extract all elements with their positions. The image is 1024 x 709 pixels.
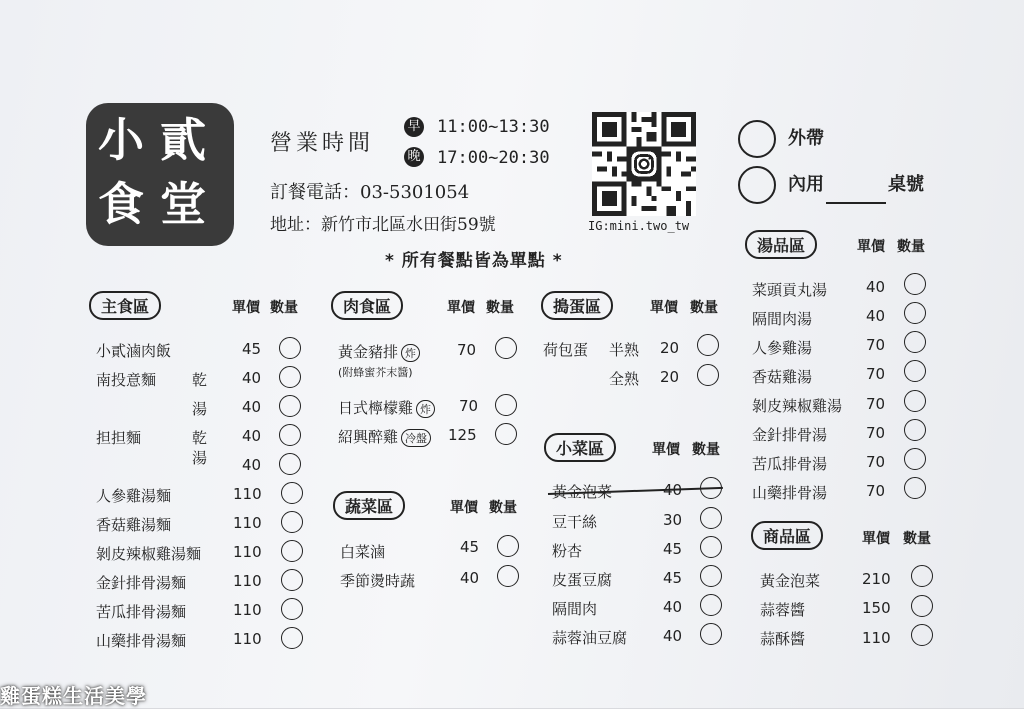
price-header: 單價 (450, 500, 478, 516)
instagram-handle: IG:mini.two_tw (588, 219, 690, 233)
egg-section-title: 搗蛋區 (541, 291, 613, 320)
item-name-text: 紹興醉雞 (338, 428, 399, 446)
qty-header: 數量 (692, 442, 720, 458)
qty-header: 數量 (489, 500, 517, 516)
item-name (338, 426, 431, 447)
item-price: 110 (233, 572, 262, 590)
qty-circle[interactable] (281, 598, 303, 620)
price-header: 單價 (862, 531, 890, 547)
item-price: 210 (862, 570, 891, 588)
takeout-label: 外帶 (788, 128, 824, 149)
qty-header: 數量 (897, 239, 925, 255)
item-name: 蒜蓉油豆腐 (552, 629, 628, 647)
logo-char: 貳 (160, 113, 206, 167)
item-name: 季節燙時蔬 (340, 572, 416, 590)
single-order-notice: * 所有餐點皆為單點 * (385, 251, 563, 271)
item-name: 担担麵 (96, 429, 142, 447)
item-price: 70 (459, 397, 479, 415)
item-name: 苦瓜排骨湯麵 (96, 603, 187, 621)
qty-header: 數量 (486, 300, 514, 316)
qty-circle[interactable] (904, 302, 926, 324)
meat-section-title: 肉食區 (331, 291, 403, 320)
item-name: 豆干絲 (552, 513, 598, 531)
item-name (338, 341, 420, 362)
qty-circle[interactable] (281, 540, 303, 562)
qty-circle[interactable] (911, 595, 933, 617)
item-price: 45 (460, 538, 480, 556)
qty-circle[interactable] (495, 394, 517, 416)
item-price: 70 (866, 482, 886, 500)
item-price: 40 (242, 398, 262, 416)
qty-circle[interactable] (279, 395, 301, 417)
item-price: 110 (233, 485, 262, 503)
hours-title: 營業時間 (270, 131, 375, 156)
item-name: 香菇雞湯麵 (96, 516, 172, 534)
phone-number: 訂餐電話：03-5301054 (270, 182, 470, 203)
item-price: 45 (242, 340, 262, 358)
item-price: 40 (866, 278, 886, 296)
item-name: 菜頭貢丸湯 (752, 281, 828, 299)
qty-circle[interactable] (279, 366, 301, 388)
takeout-checkbox[interactable] (738, 120, 776, 158)
item-price: 110 (233, 543, 262, 561)
item-name (338, 397, 435, 418)
item-price: 150 (862, 599, 891, 617)
table-label: 桌號 (888, 174, 924, 195)
qty-circle[interactable] (279, 453, 301, 475)
item-name: 金針排骨湯麵 (96, 574, 187, 592)
qty-circle[interactable] (281, 511, 303, 533)
item-variant: 全熟 (609, 370, 640, 388)
item-name: 小貳滷肉飯 (96, 342, 172, 360)
item-price: 70 (457, 341, 477, 359)
goods-section-title: 商品區 (751, 521, 823, 550)
item-price: 70 (866, 336, 886, 354)
item-name: 剝皮辣椒雞湯 (752, 397, 843, 415)
item-name: 粉杏 (552, 542, 583, 560)
item-name-text: 日式檸檬雞 (338, 399, 414, 417)
table-number-blank[interactable] (826, 186, 886, 204)
qty-circle[interactable] (700, 536, 722, 558)
fried-tag: 炸 (401, 344, 420, 362)
item-price: 70 (866, 395, 886, 413)
item-price: 110 (233, 630, 262, 648)
fried-tag: 炸 (416, 400, 435, 418)
morning-badge: 早 (404, 117, 424, 137)
item-name: 隔間肉湯 (752, 310, 813, 328)
evening-hours: 17:00~20:30 (437, 148, 550, 168)
item-variant: 湯 (192, 400, 208, 418)
item-price: 40 (242, 427, 262, 445)
evening-badge: 晚 (404, 147, 424, 167)
morning-hours: 11:00~13:30 (437, 117, 550, 137)
qty-header: 數量 (690, 300, 718, 316)
item-name: 苦瓜排骨湯 (752, 455, 828, 473)
qty-circle[interactable] (697, 334, 719, 356)
item-name: 蒜酥醬 (760, 630, 806, 648)
qty-circle[interactable] (495, 337, 517, 359)
qty-circle[interactable] (911, 565, 933, 587)
staple-section-title: 主食區 (89, 291, 161, 320)
item-name: 人參雞湯 (752, 339, 813, 357)
price-header: 單價 (447, 300, 475, 316)
item-price: 40 (663, 598, 683, 616)
item-price: 40 (242, 369, 262, 387)
qty-circle[interactable] (700, 565, 722, 587)
soup-section-title: 湯品區 (745, 230, 817, 259)
qty-circle[interactable] (497, 565, 519, 587)
qty-circle[interactable] (904, 273, 926, 295)
price-header: 單價 (857, 239, 885, 255)
item-note: (附蜂蜜芥末醬) (338, 366, 413, 379)
item-name: 隔間肉 (552, 600, 598, 618)
qty-circle[interactable] (281, 627, 303, 649)
item-name: 黃金泡菜 (760, 572, 821, 590)
item-price: 40 (460, 569, 480, 587)
item-name: 山藥排骨湯 (752, 484, 828, 502)
item-name: 金針排骨湯 (752, 426, 828, 444)
item-name: 山藥排骨湯麵 (96, 632, 187, 650)
qty-circle[interactable] (281, 482, 303, 504)
qty-header: 數量 (270, 300, 298, 316)
item-price: 45 (663, 540, 683, 558)
veg-section-title: 蔬菜區 (333, 491, 405, 520)
dine-in-checkbox[interactable] (738, 166, 776, 204)
item-price: 70 (866, 453, 886, 471)
takeout-option[interactable] (738, 120, 824, 158)
item-name: 人參雞湯麵 (96, 487, 172, 505)
item-name-text: 黃金豬排 (338, 343, 399, 361)
logo-char: 小 (98, 113, 144, 167)
item-variant: 乾 (192, 429, 208, 447)
item-price: 20 (660, 339, 680, 357)
item-name: 蒜蓉醬 (760, 601, 806, 619)
item-name: 香菇雞湯 (752, 368, 813, 386)
item-price: 125 (448, 426, 477, 444)
qty-circle[interactable] (700, 507, 722, 529)
item-price: 70 (866, 424, 886, 442)
qty-circle[interactable] (904, 331, 926, 353)
qty-circle[interactable] (904, 390, 926, 412)
dine-in-option[interactable] (738, 166, 924, 204)
item-name: 皮蛋豆腐 (552, 571, 613, 589)
instagram-qr-code (592, 112, 696, 216)
cold-dish-tag: 冷盤 (401, 429, 431, 447)
qty-header: 數量 (903, 531, 931, 547)
watermark: 雞蛋糕生活美學 (0, 684, 147, 708)
item-name: 南投意麵 (96, 371, 157, 389)
logo (86, 103, 234, 246)
logo-char: 食 (98, 177, 144, 231)
qty-circle[interactable] (700, 594, 722, 616)
qty-circle[interactable] (697, 364, 719, 386)
qty-circle[interactable] (281, 569, 303, 591)
item-price: 40 (242, 456, 262, 474)
price-header: 單價 (652, 442, 680, 458)
price-header: 單價 (232, 300, 260, 316)
qty-circle[interactable] (279, 337, 301, 359)
item-name: 剝皮辣椒雞湯麵 (96, 545, 202, 563)
item-name: 白菜滷 (340, 543, 386, 561)
item-price: 110 (233, 601, 262, 619)
item-variant: 半熟 (609, 341, 640, 359)
item-price: 110 (862, 629, 891, 647)
qty-circle[interactable] (904, 360, 926, 382)
dine-in-label: 內用 (788, 174, 824, 195)
qty-circle[interactable] (700, 623, 722, 645)
item-variant: 乾 (192, 371, 208, 389)
qty-circle[interactable] (911, 624, 933, 646)
item-variant: 湯 (192, 449, 208, 467)
item-price: 20 (660, 368, 680, 386)
item-name: 荷包蛋 (543, 341, 589, 359)
qty-circle[interactable] (904, 419, 926, 441)
item-price: 40 (663, 627, 683, 645)
address: 地址：新竹市北區水田街59號 (270, 215, 496, 235)
qty-circle[interactable] (904, 448, 926, 470)
item-price: 45 (663, 569, 683, 587)
item-price: 30 (663, 511, 683, 529)
item-price: 110 (233, 514, 262, 532)
side-section-title: 小菜區 (544, 433, 616, 462)
qty-circle[interactable] (497, 535, 519, 557)
qty-circle[interactable] (495, 423, 517, 445)
qty-circle[interactable] (279, 424, 301, 446)
item-price: 70 (866, 365, 886, 383)
item-price: 40 (866, 307, 886, 325)
price-header: 單價 (650, 300, 678, 316)
logo-char: 堂 (160, 177, 206, 231)
qty-circle[interactable] (904, 477, 926, 499)
